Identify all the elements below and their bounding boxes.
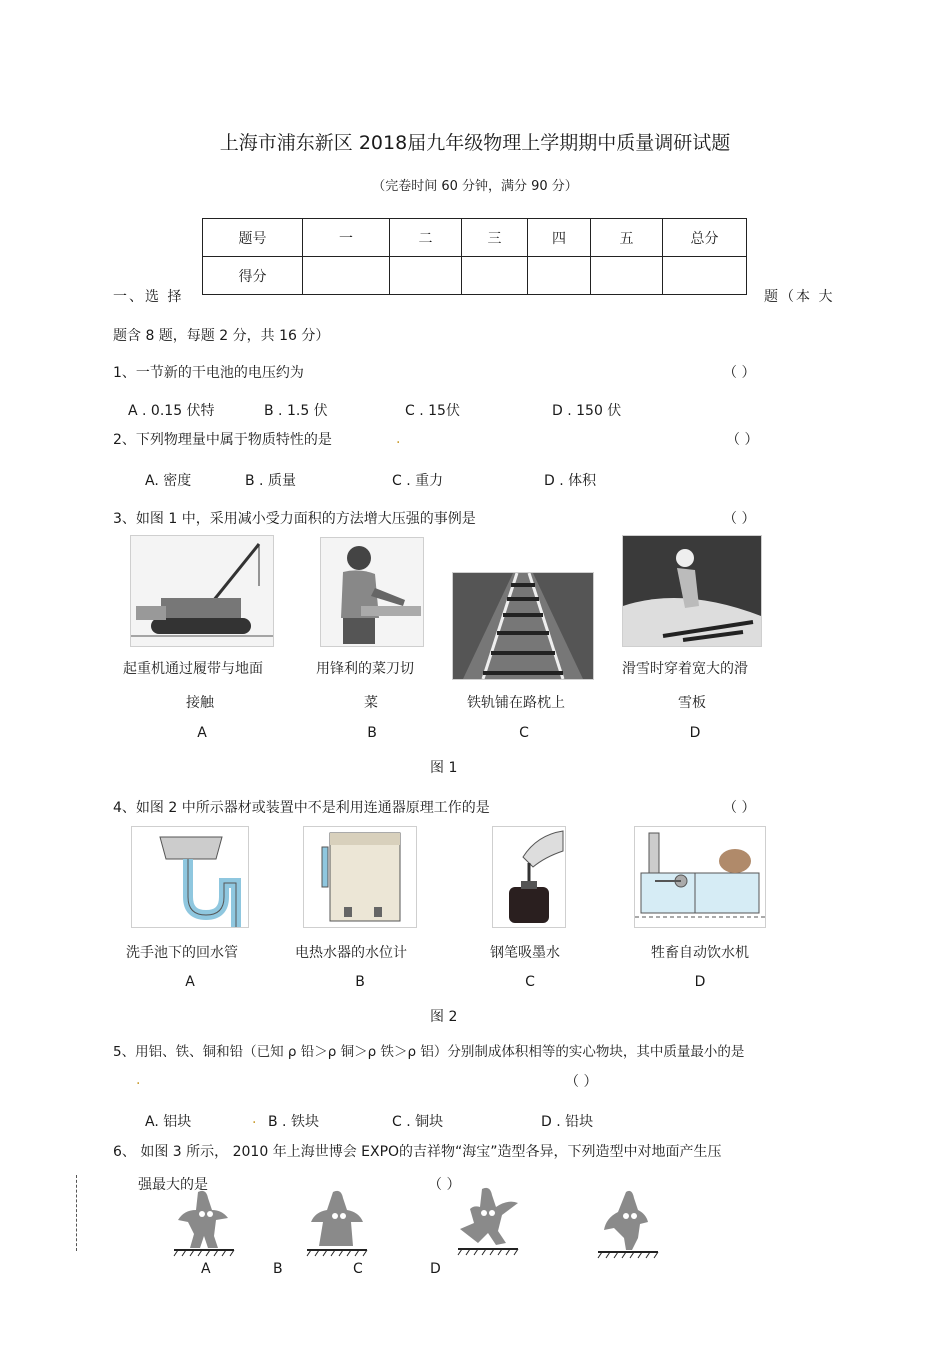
answer-paren[interactable]: （ ） xyxy=(565,1074,598,1090)
mascot-c-letter: C xyxy=(353,1261,363,1277)
option-b[interactable]: B . 质量 xyxy=(245,473,296,489)
question-6-text: 6、 如图 3 所示， 2010 年上海世博会 EXPO的吉祥物“海宝”造型各异，下列造型中对地面产生压 xyxy=(113,1144,722,1160)
skier-image xyxy=(622,535,762,647)
caption-c-letter: C xyxy=(519,725,529,741)
option-b[interactable]: B . 铁块 xyxy=(268,1114,319,1130)
mascot-b-image xyxy=(305,1188,369,1258)
caption-d-line1: 滑雪时穿着宽大的滑 xyxy=(622,661,748,677)
option-d[interactable]: D . 体积 xyxy=(544,473,597,489)
caption-b-line2: 菜 xyxy=(364,695,378,711)
mascot-b-letter: B xyxy=(273,1261,283,1277)
caption-a-letter: A xyxy=(185,974,195,990)
question-4-text: 4、如图 2 中所示器材或装置中不是利用连通器原理工作的是 xyxy=(113,800,490,816)
page-title: 上海市浦东新区 2018届九年级物理上学期期中质量调研试题 xyxy=(219,132,731,154)
option-b[interactable]: B . 1.5 伏 xyxy=(264,403,328,419)
section-heading-line2: 题含 8 题，每题 2 分，共 16 分） xyxy=(113,328,330,344)
caption-a-line1: 起重机通过履带与地面 xyxy=(123,661,263,677)
caption-c-line1: 钢笔吸墨水 xyxy=(490,945,560,961)
figure-2-label: 图 2 xyxy=(430,1009,458,1025)
caption-a-line1: 洗手池下的回水管 xyxy=(126,945,238,961)
answer-paren[interactable]: （ ） xyxy=(723,511,756,527)
question-6-text-line2: 强最大的是 xyxy=(138,1177,208,1193)
answer-paren[interactable]: （ ） xyxy=(723,365,756,381)
score-cell[interactable] xyxy=(462,257,528,295)
sink-drain-image xyxy=(131,826,249,928)
mascot-a-image xyxy=(172,1188,236,1258)
table-cell: 一 xyxy=(303,219,390,257)
option-c[interactable]: C . 重力 xyxy=(392,473,444,489)
answer-paren[interactable]: （ ） xyxy=(726,432,759,448)
option-a[interactable]: A. 铝块 xyxy=(145,1114,192,1130)
caption-d-line1: 牲畜自动饮水机 xyxy=(651,945,749,961)
mascot-d-letter: D xyxy=(430,1261,441,1277)
caption-b-line1: 电热水器的水位计 xyxy=(295,945,407,961)
fountain-pen-image xyxy=(492,826,566,928)
score-cell[interactable] xyxy=(390,257,462,295)
score-cell[interactable] xyxy=(591,257,663,295)
option-d[interactable]: D . 150 伏 xyxy=(552,403,622,419)
mascot-a-letter: A xyxy=(201,1261,211,1277)
caption-c-letter: C xyxy=(525,974,535,990)
crane-image xyxy=(130,535,274,647)
caption-b-letter: B xyxy=(355,974,365,990)
mascot-d-image xyxy=(596,1188,660,1260)
stray-dot: . xyxy=(136,1072,141,1088)
caption-a-line2: 接触 xyxy=(186,695,214,711)
score-cell[interactable] xyxy=(663,257,747,295)
option-a[interactable]: A. 密度 xyxy=(145,473,192,489)
option-d[interactable]: D . 铅块 xyxy=(541,1114,594,1130)
score-table-header-row xyxy=(203,219,747,257)
railway-track-image xyxy=(452,572,594,680)
option-c[interactable]: C . 15伏 xyxy=(405,403,460,419)
caption-d-line2: 雪板 xyxy=(678,695,706,711)
caption-c-line1: 铁轨铺在路枕上 xyxy=(467,695,565,711)
caption-a-letter: A xyxy=(197,725,207,741)
section-heading-left: 一、选 择 xyxy=(113,289,184,305)
score-cell[interactable] xyxy=(303,257,390,295)
table-cell: 四 xyxy=(528,219,591,257)
margin-dash-line xyxy=(76,1175,77,1251)
knife-cutting-image xyxy=(320,537,424,647)
table-cell: 总分 xyxy=(663,219,747,257)
question-1-text: 1、一节新的干电池的电压约为 xyxy=(113,365,304,381)
answer-paren[interactable]: （ ） xyxy=(428,1177,461,1193)
livestock-drinker-image xyxy=(634,826,766,928)
caption-b-line1: 用锋利的菜刀切 xyxy=(316,661,414,677)
answer-paren[interactable]: （ ） xyxy=(723,800,756,816)
caption-b-letter: B xyxy=(367,725,377,741)
stray-dot: . xyxy=(396,431,401,447)
question-3-text: 3、如图 1 中，采用减小受力面积的方法增大压强的事例是 xyxy=(113,511,476,527)
table-cell: 得分 xyxy=(203,257,303,295)
caption-d-letter: D xyxy=(694,974,706,990)
score-table-score-row xyxy=(203,257,747,295)
score-cell[interactable] xyxy=(528,257,591,295)
question-5-text: 5、用铝、铁、铜和铅（已知 ρ 铅＞ρ 铜＞ρ 铁＞ρ 铝）分别制成体积相等的实心物块，其中质量最小的是 xyxy=(113,1044,745,1060)
question-2-text: 2、下列物理量中属于物质特性的是 xyxy=(113,432,332,448)
section-heading-right: 题（本 大 xyxy=(764,289,835,305)
water-heater-image xyxy=(303,826,417,928)
page-subtitle: （完卷时间 60 分钟，满分 90 分） xyxy=(372,179,578,194)
stray-dot: . xyxy=(252,1111,257,1127)
table-cell: 题号 xyxy=(203,219,303,257)
mascot-c-image xyxy=(452,1185,522,1257)
table-cell: 三 xyxy=(462,219,528,257)
table-cell: 五 xyxy=(591,219,663,257)
option-a[interactable]: A . 0.15 伏特 xyxy=(128,403,215,419)
table-cell: 二 xyxy=(390,219,462,257)
figure-1-label: 图 1 xyxy=(430,760,458,776)
score-table xyxy=(202,218,747,295)
caption-d-letter: D xyxy=(689,725,701,741)
option-c[interactable]: C . 铜块 xyxy=(392,1114,444,1130)
